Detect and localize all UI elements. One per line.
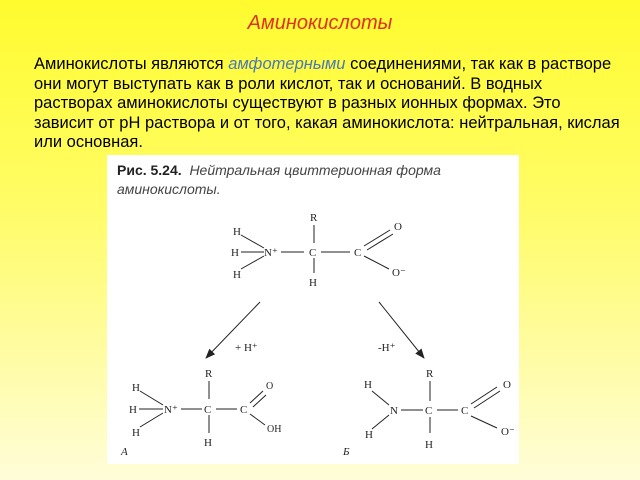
b-c2-label: C bbox=[461, 405, 469, 417]
a-h2-label: H bbox=[129, 404, 137, 416]
b-h2-label: H bbox=[365, 429, 373, 441]
a-h3-label: H bbox=[132, 427, 140, 439]
right-arrow-label: -H⁺ bbox=[378, 342, 396, 354]
body-text-highlight: амфотерными bbox=[228, 55, 346, 73]
zw-c2-label: C bbox=[354, 247, 362, 259]
left-arrow-label: + H⁺ bbox=[235, 342, 258, 354]
zw-o-minus-label: O⁻ bbox=[392, 267, 406, 279]
b-h-bottom-label: H bbox=[425, 439, 433, 451]
body-text-before: Аминокислоты являются bbox=[34, 55, 229, 73]
amino-acid-figure bbox=[107, 155, 519, 464]
body-text-after: соединениями, так как в растворе они могут выступать как в роли кислот, так и оснований. В водных растворах аминокислоты существуют в разных ионных формах. Это зависит от pH раствора и от того, какая аминокислота: нейтральная, кислая или основная. bbox=[34, 55, 620, 151]
b-c1-label: C bbox=[425, 405, 433, 417]
zw-r-label: R bbox=[310, 212, 318, 224]
b-h1-label: H bbox=[364, 379, 372, 391]
form-b-structure bbox=[342, 368, 515, 458]
b-o-label: O bbox=[503, 379, 511, 391]
zw-c1-label: C bbox=[309, 247, 317, 259]
zw-h3-label: H bbox=[233, 269, 241, 281]
zw-h1-label: H bbox=[233, 226, 241, 238]
zw-o-label: O bbox=[394, 221, 402, 233]
figure-caption-label: Рис. 5.24. bbox=[117, 162, 182, 178]
b-o-minus-label: O⁻ bbox=[501, 426, 515, 438]
slide-title: Аминокислоты bbox=[247, 12, 393, 34]
zw-n-label: N⁺ bbox=[264, 247, 278, 259]
slide-body-text bbox=[34, 55, 624, 153]
a-h-bottom-label: H bbox=[204, 437, 212, 449]
a-h1-label: H bbox=[132, 382, 140, 394]
zw-h-bottom-label: H bbox=[309, 277, 317, 289]
a-c1-label: C bbox=[204, 404, 212, 416]
form-a-structure bbox=[120, 368, 281, 458]
a-oh-label: OH bbox=[267, 424, 282, 435]
a-r-label: R bbox=[205, 368, 213, 380]
a-c2-label: C bbox=[240, 404, 248, 416]
b-r-label: R bbox=[426, 368, 434, 380]
a-o-label: O bbox=[266, 381, 274, 392]
form-a-label: А bbox=[121, 446, 128, 458]
figure-caption-text: Нейтральная цвиттерионная форма аминокислоты. bbox=[117, 162, 441, 197]
zw-h2-label: H bbox=[231, 247, 239, 259]
b-n-label: N bbox=[390, 405, 398, 417]
form-b-label: Б bbox=[343, 446, 350, 458]
a-n-label: N⁺ bbox=[164, 404, 178, 416]
structure-diagram bbox=[107, 155, 519, 464]
zwitterion-structure bbox=[231, 212, 406, 289]
